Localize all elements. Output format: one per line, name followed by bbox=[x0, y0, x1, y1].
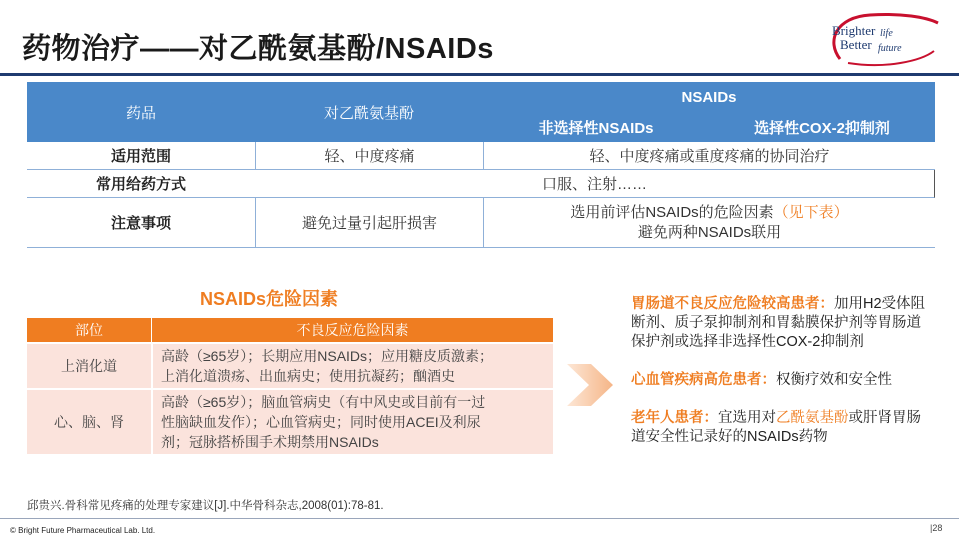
risk-factors-cv: 高龄（≥65岁）；脑血管病史（有中风史或目前有一过 性脑缺血发作）；心血管病史；同时使用ACEI及利尿 剂；冠脉搭桥围手术期禁用NSAIDs bbox=[153, 390, 553, 454]
recommendation-elderly: 老年人患者：宜选用对乙酰氨基酚或肝肾胃肠道安全性记录好的NSAIDs药物 bbox=[631, 410, 921, 445]
row-label-route: 常用给药方式 bbox=[27, 170, 255, 198]
risk-header-site: 部位 bbox=[27, 318, 151, 342]
logo-word-2: Better bbox=[840, 37, 872, 52]
header-nsaids: NSAIDs bbox=[483, 82, 935, 112]
svg-text:future: future bbox=[878, 43, 902, 54]
row-label-cautions: 注意事项 bbox=[27, 198, 255, 248]
risk-site-cv: 心、脑、肾 bbox=[27, 390, 151, 454]
cautions-nsaids-line2: 避免两种NSAIDs联用 bbox=[637, 223, 782, 241]
risk-table-title: NSAIDs危险因素 bbox=[200, 289, 339, 309]
header-drug: 药品 bbox=[27, 82, 255, 142]
reference-citation: 邱贵兴.骨科常见疼痛的处理专家建议[J].中华骨科杂志,2008(01):78-81. bbox=[27, 500, 384, 512]
header-selective: 选择性COX-2抑制剂 bbox=[709, 112, 935, 142]
copyright-text: © Bright Future Pharmaceutical Lab. Ltd. bbox=[10, 526, 156, 535]
cautions-nsaids bbox=[483, 198, 935, 248]
header-apap: 对乙酰氨基酚 bbox=[255, 82, 483, 142]
header-nonselective: 非选择性NSAIDs bbox=[483, 112, 709, 142]
title-divider bbox=[0, 73, 959, 76]
logo-word-1: Brighter bbox=[832, 23, 876, 38]
page-number: |28 bbox=[930, 523, 943, 533]
risk-factors-table bbox=[27, 318, 553, 454]
svg-text:life: life bbox=[880, 28, 893, 39]
cautions-nsaids-line1: 选用前评估NSAIDs的危险因素 bbox=[570, 203, 774, 221]
scope-nsaids: 轻、中度疼痛或重度疼痛的协同治疗 bbox=[483, 142, 935, 170]
chevron-right-icon bbox=[565, 360, 615, 410]
page-title: 药物治疗——对乙酰氨基酚/NSAIDs bbox=[22, 33, 494, 65]
footer-divider bbox=[0, 518, 959, 519]
recommendation-gi: 胃肠道不良反应危险较高患者：加用H2受体阻断剂、质子泵抑制剂和胃黏膜保护剂等胃肠道保护剂或选择非选择性COX-2抑制剂 bbox=[631, 296, 926, 350]
cautions-apap: 避免过量引起肝损害 bbox=[255, 198, 483, 248]
recommendation-cv: 心血管疾病高危患者：权衡疗效和安全性 bbox=[631, 372, 892, 388]
risk-factors-gi: 高龄（≥65岁）；长期应用NSAIDs；应用糖皮质激素； 上消化道溃疡、出血病史；使用抗凝药；酗酒史 bbox=[153, 344, 553, 388]
scope-apap: 轻、中度疼痛 bbox=[255, 142, 483, 170]
risk-header-factors: 不良反应危险因素 bbox=[151, 318, 553, 342]
risk-site-gi: 上消化道 bbox=[27, 344, 151, 388]
route-merged: 口服、注射…… bbox=[255, 170, 935, 198]
recommendations bbox=[631, 295, 931, 466]
see-table-note: （见下表） bbox=[773, 203, 849, 221]
row-label-scope: 适用范围 bbox=[27, 142, 255, 170]
company-logo bbox=[826, 11, 944, 69]
